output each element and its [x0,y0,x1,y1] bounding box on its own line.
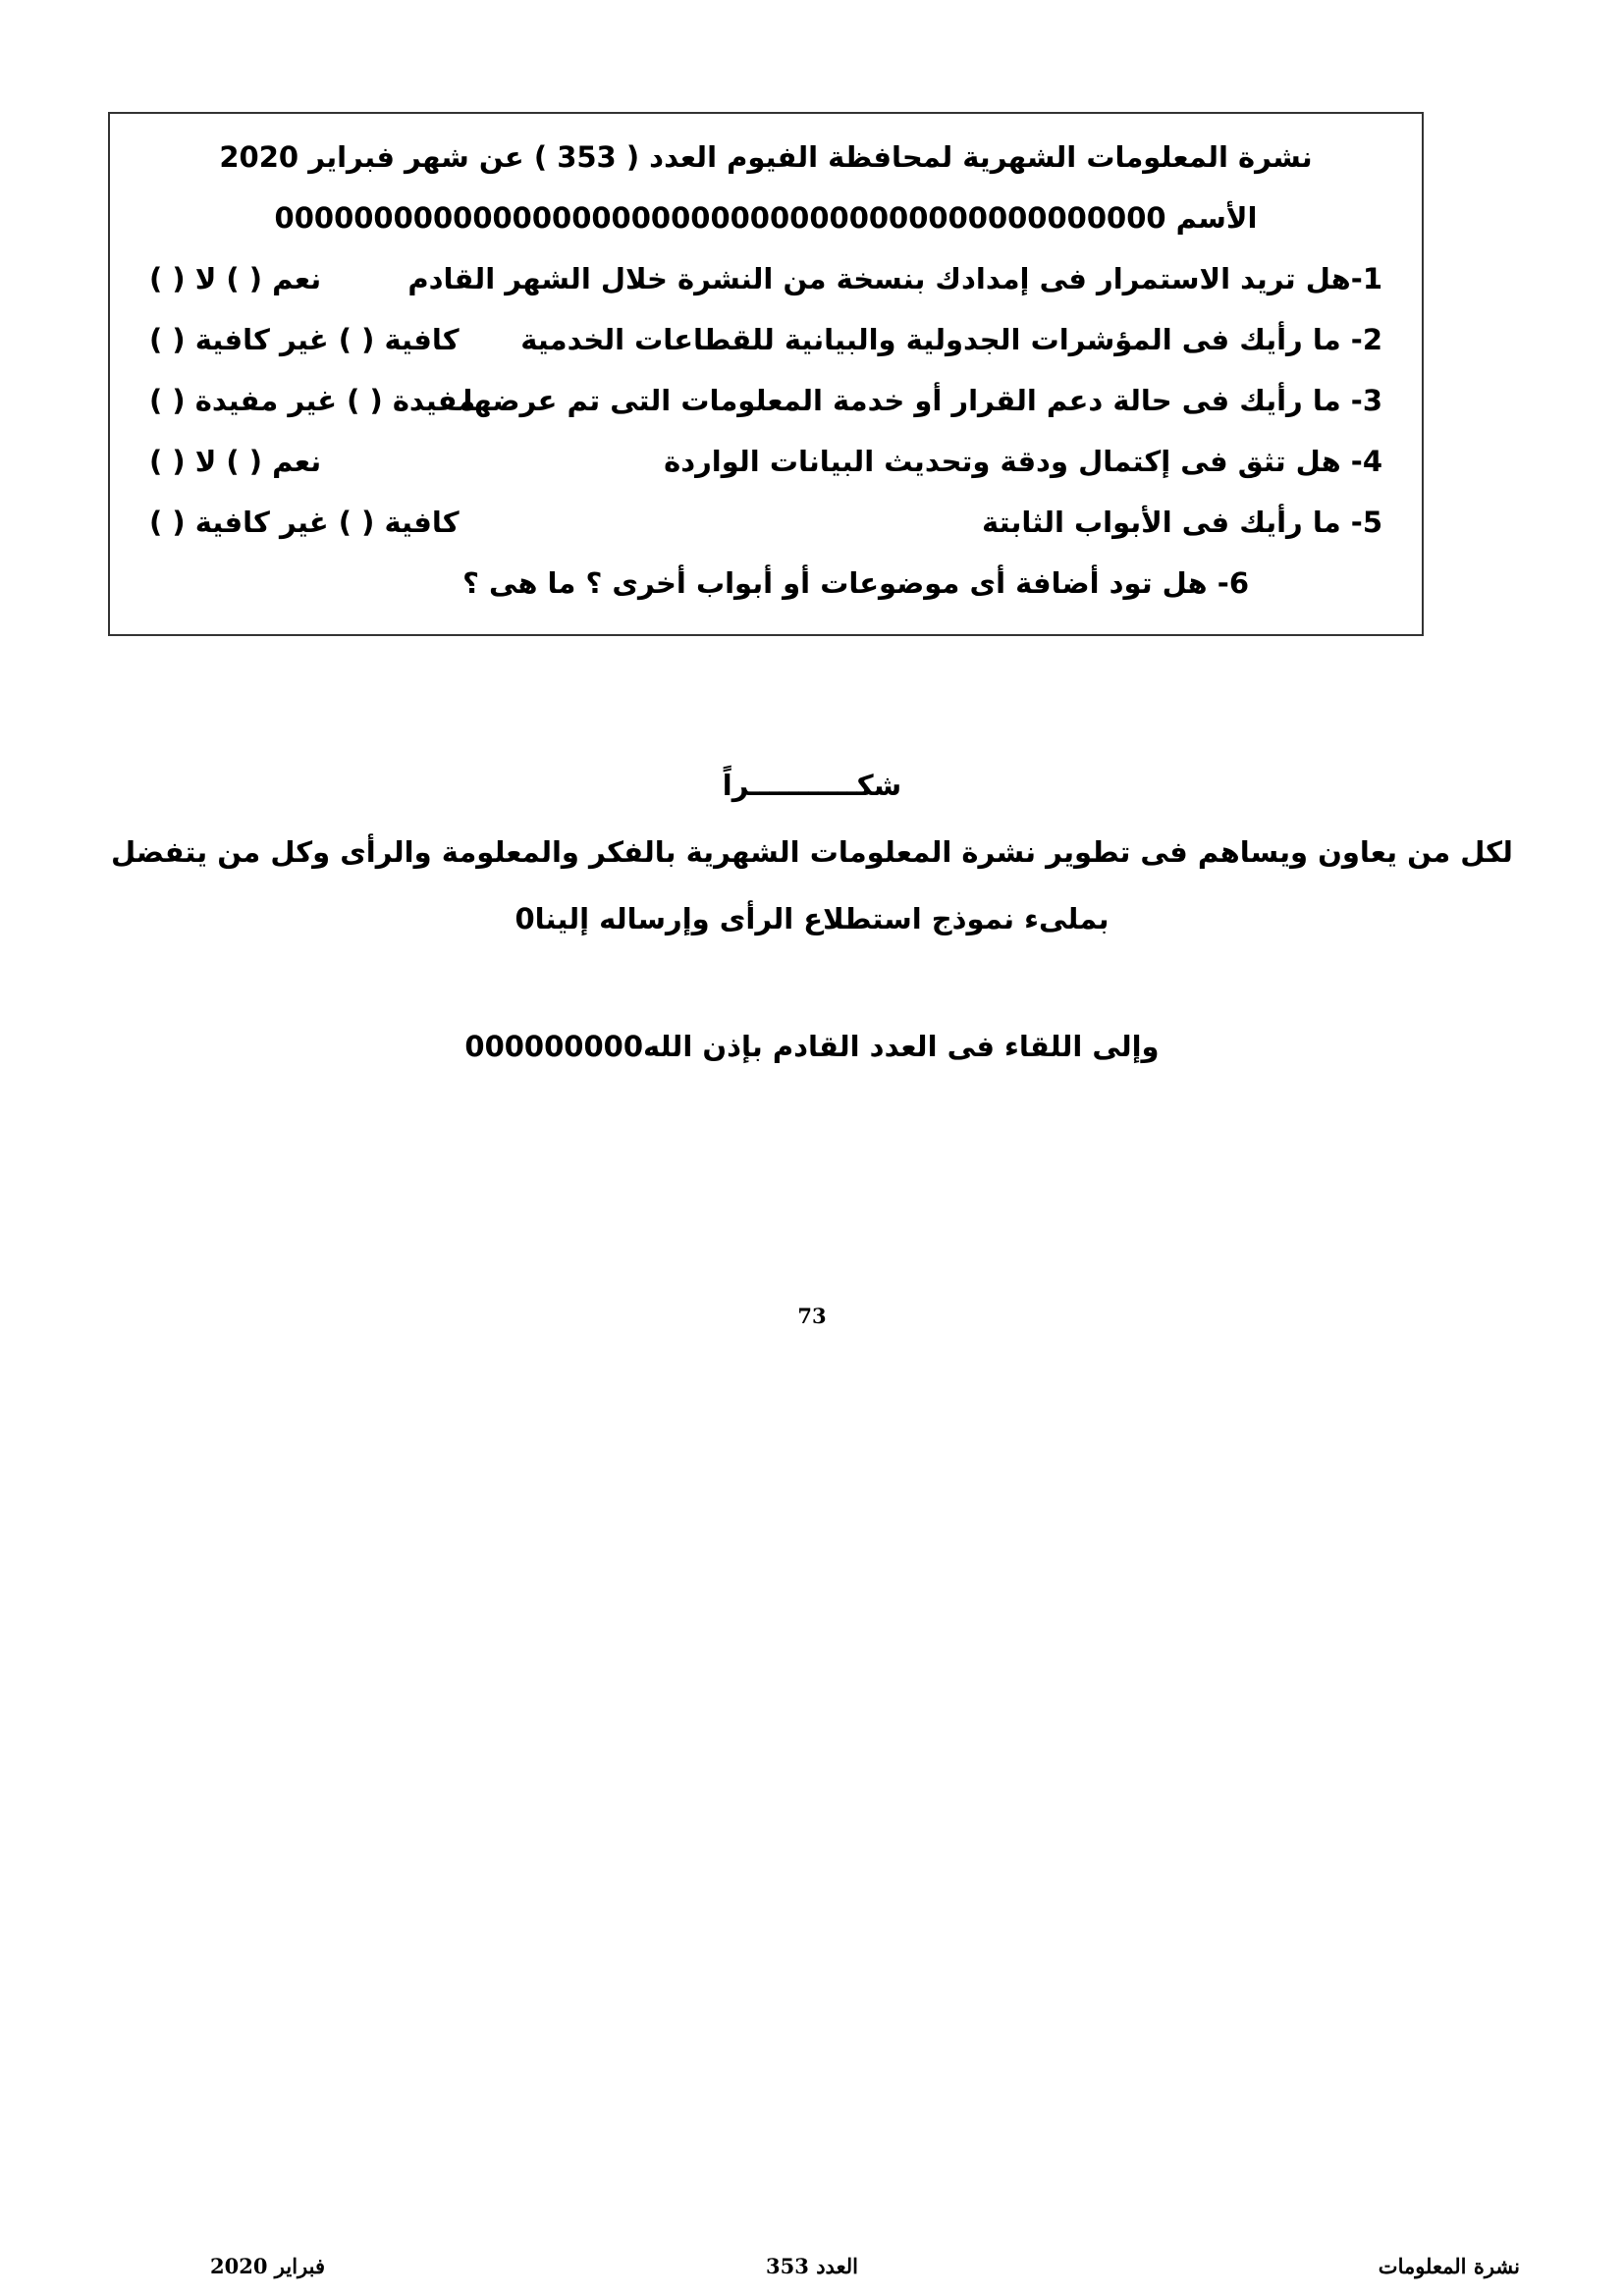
survey-title: نشرة المعلومات الشهرية لمحافظة الفيوم العدد ( 353 ) عن شهر فبراير 2020 [219,140,1313,174]
question-4-text: 4- هل تثق فى إكتمال ودقة وتحديث البيانات الواردة [664,445,1382,478]
name-field-line: الأسم 000000000000000000000000000000000000000000000 [274,201,1258,235]
thanks-heading: شكـــــــــــراً [722,769,902,802]
survey-form-box [108,112,1424,636]
question-4-options: نعم ( ) لا ( ) [149,445,322,478]
page-number: 73 [797,1304,827,1328]
footer-date: فبراير 2020 [210,2254,325,2278]
question-6-text: 6- هل تود أضافة أى موضوعات أو أبواب أخرى ؟ ما هى ؟ [462,566,1249,600]
question-5-text: 5- ما رأيك فى الأبواب الثابتة [982,506,1382,539]
farewell-line: وإلى اللقاء فى العدد القادم بإذن الله000000000 [464,1030,1160,1063]
question-3-text: 3- ما رأيك فى حالة دعم القرار أو خدمة المعلومات التى تم عرضها [462,384,1382,417]
question-2-text: 2- ما رأيك فى المؤشرات الجدولية والبيانية للقطاعات الخدمية [520,323,1382,356]
thanks-line-1: لكل من يعاون ويساهم فى تطوير نشرة المعلومات الشهرية بالفكر والمعلومة والرأى وكل من يتفضل [111,835,1513,869]
footer-publication-name: نشرة المعلومات [1378,2254,1520,2278]
question-1-text: 1-هل تريد الاستمرار فى إمدادك بنسخة من النشرة خلال الشهر القادم [407,262,1382,295]
question-1-options: نعم ( ) لا ( ) [149,262,322,295]
question-2-options: كافية ( ) غير كافية ( ) [149,323,460,356]
question-3-options: مفيدة ( ) غير مفيدة ( ) [149,384,476,417]
footer-issue-number: العدد 353 [766,2254,858,2278]
thanks-line-2: بملىء نموذج استطلاع الرأى وإرساله إلينا0 [514,902,1110,935]
question-5-options: كافية ( ) غير كافية ( ) [149,506,460,539]
